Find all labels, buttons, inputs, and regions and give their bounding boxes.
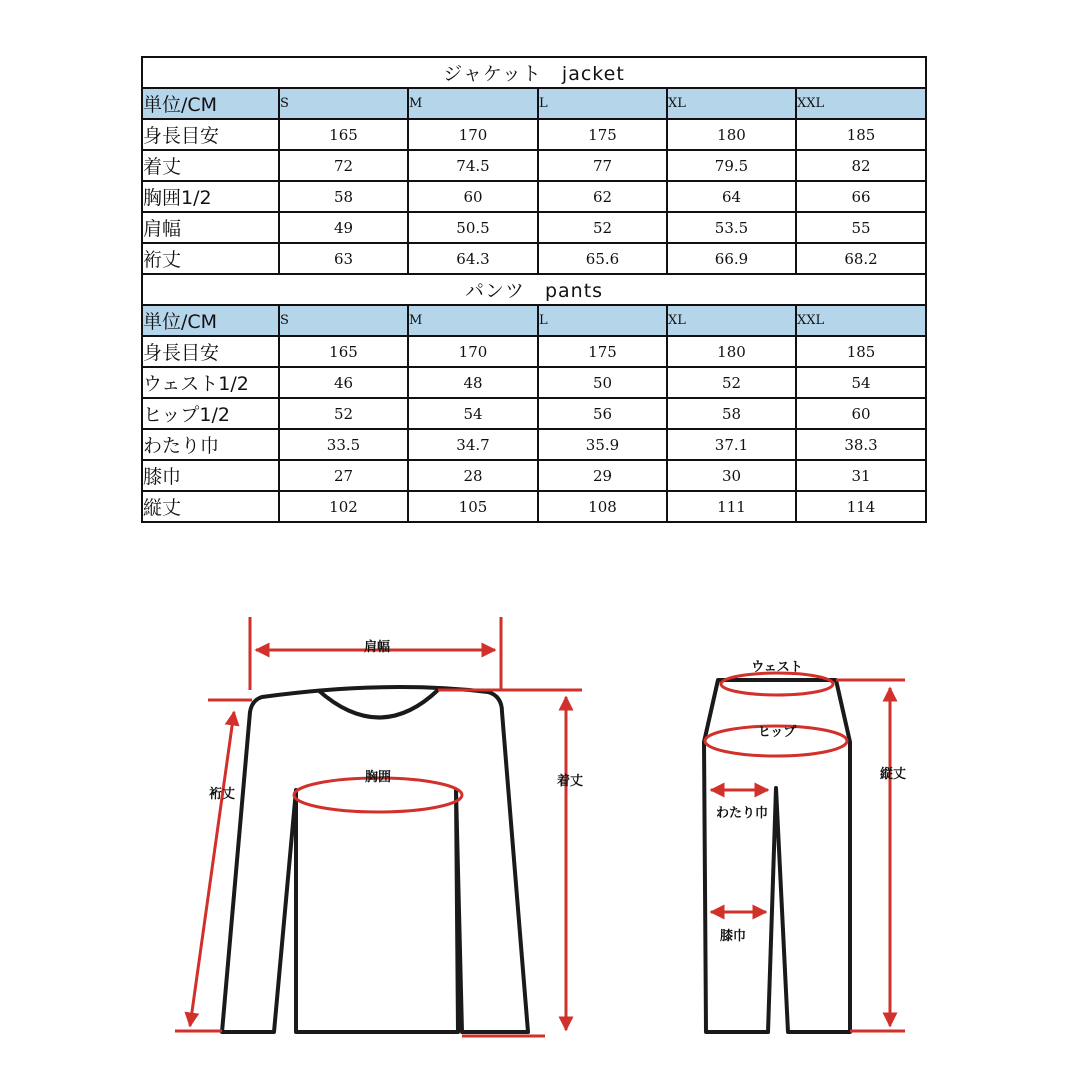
- table-row: [142, 212, 926, 243]
- size-header: S: [279, 305, 408, 336]
- waist-label: ウェスト: [751, 660, 803, 675]
- cell-value: 180: [667, 119, 796, 150]
- cell-value: 30: [667, 460, 796, 491]
- size-header: XL: [667, 305, 796, 336]
- length-label: 着丈: [556, 774, 584, 789]
- size-header: XXL: [796, 305, 926, 336]
- cell-value: 37.1: [667, 429, 796, 460]
- waist-ellipse: [721, 673, 833, 695]
- size-header: L: [538, 305, 667, 336]
- table-row: [142, 367, 926, 398]
- cell-value: 50: [538, 367, 667, 398]
- cell-value: 54: [796, 367, 926, 398]
- cell-value: 180: [667, 336, 796, 367]
- cell-value: 58: [667, 398, 796, 429]
- jacket-measurements: [175, 617, 582, 1036]
- row-label: 身長目安: [142, 119, 279, 150]
- size-header: S: [279, 88, 408, 119]
- cell-value: 56: [538, 398, 667, 429]
- pants-measurements: [705, 673, 905, 1031]
- size-header: M: [408, 305, 538, 336]
- cell-value: 34.7: [408, 429, 538, 460]
- cell-value: 31: [796, 460, 926, 491]
- cell-value: 52: [538, 212, 667, 243]
- table-row: [142, 150, 926, 181]
- cell-value: 60: [408, 181, 538, 212]
- row-label: ウェスト1/2: [142, 367, 279, 398]
- size-header: XL: [667, 88, 796, 119]
- row-label: 膝巾: [142, 460, 279, 491]
- table-row: [142, 429, 926, 460]
- cell-value: 29: [538, 460, 667, 491]
- cell-value: 62: [538, 181, 667, 212]
- cell-value: 102: [279, 491, 408, 522]
- cell-value: 52: [279, 398, 408, 429]
- cell-value: 108: [538, 491, 667, 522]
- table-row: [142, 398, 926, 429]
- size-header: L: [538, 88, 667, 119]
- hip-label: ヒップ: [757, 725, 797, 740]
- row-label: 縦丈: [142, 491, 279, 522]
- cell-value: 72: [279, 150, 408, 181]
- cell-value: 38.3: [796, 429, 926, 460]
- table-row: [142, 336, 926, 367]
- cell-value: 55: [796, 212, 926, 243]
- neckline: [318, 690, 438, 718]
- knee-label: 膝巾: [719, 929, 747, 944]
- table-row: [142, 491, 926, 522]
- pants-length-label: 縦丈: [879, 767, 907, 782]
- cell-value: 48: [408, 367, 538, 398]
- size-chart-table: [141, 56, 927, 523]
- table-row: [142, 460, 926, 491]
- cell-value: 185: [796, 119, 926, 150]
- row-label: 着丈: [142, 150, 279, 181]
- cell-value: 66.9: [667, 243, 796, 274]
- cell-value: 74.5: [408, 150, 538, 181]
- cell-value: 170: [408, 336, 538, 367]
- cell-value: 65.6: [538, 243, 667, 274]
- cell-value: 28: [408, 460, 538, 491]
- cell-value: 175: [538, 119, 667, 150]
- chest-label: 胸囲: [364, 770, 392, 785]
- cell-value: 33.5: [279, 429, 408, 460]
- jacket-header-row: [142, 88, 926, 119]
- cell-value: 64.3: [408, 243, 538, 274]
- row-label: 胸囲1/2: [142, 181, 279, 212]
- cell-value: 50.5: [408, 212, 538, 243]
- cell-value: 165: [279, 119, 408, 150]
- sleeve-label: 裄丈: [208, 787, 236, 802]
- table-row: [142, 243, 926, 274]
- cell-value: 175: [538, 336, 667, 367]
- cell-value: 114: [796, 491, 926, 522]
- unit-label: 単位/CM: [142, 305, 279, 336]
- cell-value: 170: [408, 119, 538, 150]
- cell-value: 165: [279, 336, 408, 367]
- measurement-diagram: [0, 600, 1080, 1080]
- cell-value: 54: [408, 398, 538, 429]
- cell-value: 82: [796, 150, 926, 181]
- cell-value: 52: [667, 367, 796, 398]
- jacket-title: ジャケット jacket: [142, 57, 926, 88]
- unit-label: 単位/CM: [142, 88, 279, 119]
- table-row: [142, 119, 926, 150]
- row-label: 裄丈: [142, 243, 279, 274]
- cell-value: 77: [538, 150, 667, 181]
- row-label: 肩幅: [142, 212, 279, 243]
- cell-value: 68.2: [796, 243, 926, 274]
- pants-title: パンツ pants: [142, 274, 926, 305]
- table-row: [142, 181, 926, 212]
- cell-value: 46: [279, 367, 408, 398]
- cell-value: 60: [796, 398, 926, 429]
- cell-value: 58: [279, 181, 408, 212]
- row-label: ヒップ1/2: [142, 398, 279, 429]
- cell-value: 49: [279, 212, 408, 243]
- cell-value: 53.5: [667, 212, 796, 243]
- cell-value: 105: [408, 491, 538, 522]
- cell-value: 35.9: [538, 429, 667, 460]
- thigh-label: わたり巾: [715, 806, 769, 821]
- size-header: M: [408, 88, 538, 119]
- cell-value: 66: [796, 181, 926, 212]
- cell-value: 111: [667, 491, 796, 522]
- row-label: 身長目安: [142, 336, 279, 367]
- jacket-outline: [222, 687, 528, 1032]
- cell-value: 27: [279, 460, 408, 491]
- pants-header-row: [142, 305, 926, 336]
- cell-value: 185: [796, 336, 926, 367]
- cell-value: 63: [279, 243, 408, 274]
- cell-value: 79.5: [667, 150, 796, 181]
- shoulder-label: 肩幅: [363, 640, 391, 655]
- cell-value: 64: [667, 181, 796, 212]
- row-label: わたり巾: [142, 429, 279, 460]
- size-header: XXL: [796, 88, 926, 119]
